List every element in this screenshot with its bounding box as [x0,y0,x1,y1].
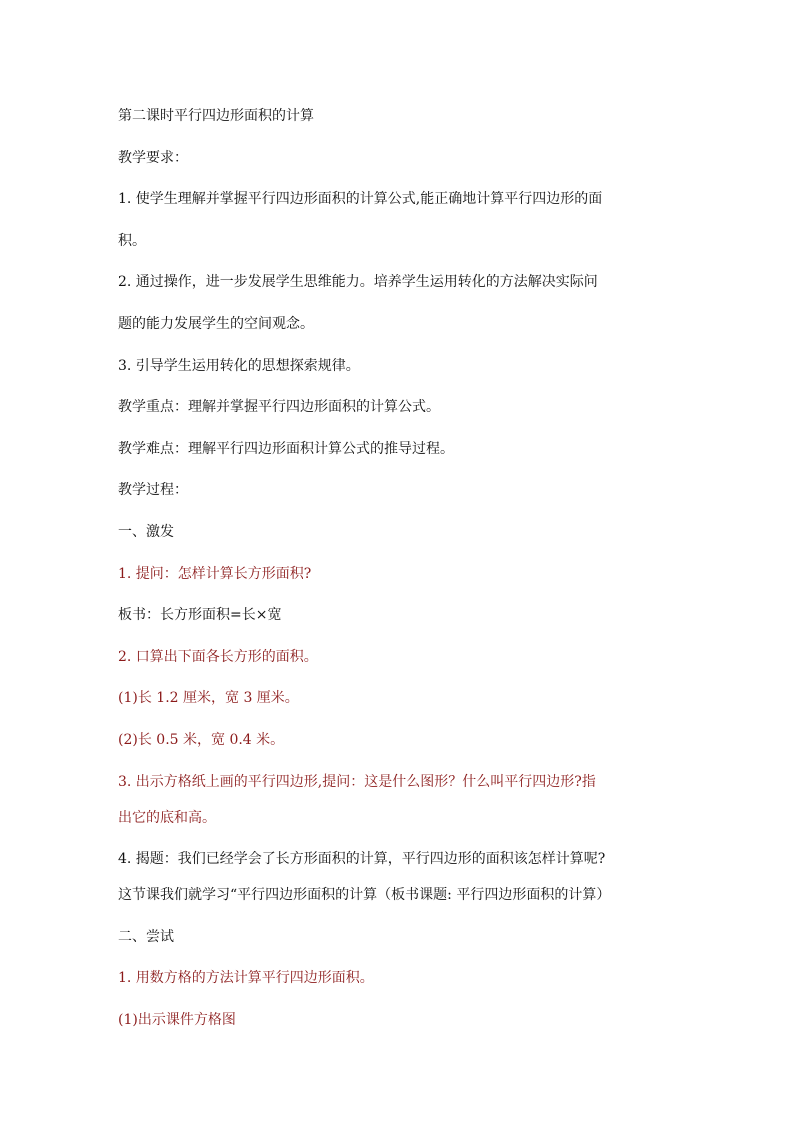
part-1-item-2: 2. 口算出下面各长方形的面积。 [118,648,318,665]
part-1-sub-1: (1)长 1.2 厘米，宽 3 厘米。 [118,690,299,707]
requirement-1-line-1: 1. 使学生理解并掌握平行四边形面积的计算公式,能正确地计算平行四边形的面 [118,191,603,208]
part-2-item-1: 1. 用数方格的方法计算平行四边形面积。 [118,970,374,987]
process-heading: 教学过程： [118,482,188,499]
part-1-heading: 一、激发 [118,523,174,540]
lesson-title: 第二课时平行四边形面积的计算 [118,108,314,124]
part-1-item-1: 1. 提问：怎样计算长方形面积? [118,565,312,582]
difficult-point: 教学难点：理解平行四边形面积计算公式的推导过程。 [118,440,454,457]
requirement-2-line-1: 2. 通过操作，进一步发展学生思维能力。培养学生运用转化的方法解决实际问 [118,274,598,291]
requirement-2-line-2: 题的能力发展学生的空间观念。 [118,315,314,332]
part-1-board: 板书：长方形面积=长×宽 [118,607,282,624]
part-1-item-4-line-1: 4. 揭题：我们已经学会了长方形面积的计算，平行四边形的面积该怎样计算呢? [118,851,606,868]
requirement-3: 3. 引导学生运用转化的思想探索规律。 [118,357,360,374]
requirements-heading: 教学要求： [118,149,188,166]
part-2-heading: 二、尝试 [118,928,174,945]
part-1-item-4-line-2: 这节课我们就学习“平行四边形面积的计算（板书课题: 平行四边形面积的计算） [118,887,611,904]
part-1-item-3-line-1: 3. 出示方格纸上画的平行四边形,提问：这是什么图形？什么叫平行四边形?指 [118,773,596,790]
key-point: 教学重点：理解并掌握平行四边形面积的计算公式。 [118,399,440,416]
document-body [118,106,688,1051]
part-2-sub-1: (1)出示课件方格图 [118,1011,236,1028]
part-1-item-3-line-2: 出它的底和高。 [118,809,216,826]
part-1-sub-2: (2)长 0.5 米，宽 0.4 米。 [118,731,285,748]
requirement-1-line-2: 积。 [118,232,146,249]
